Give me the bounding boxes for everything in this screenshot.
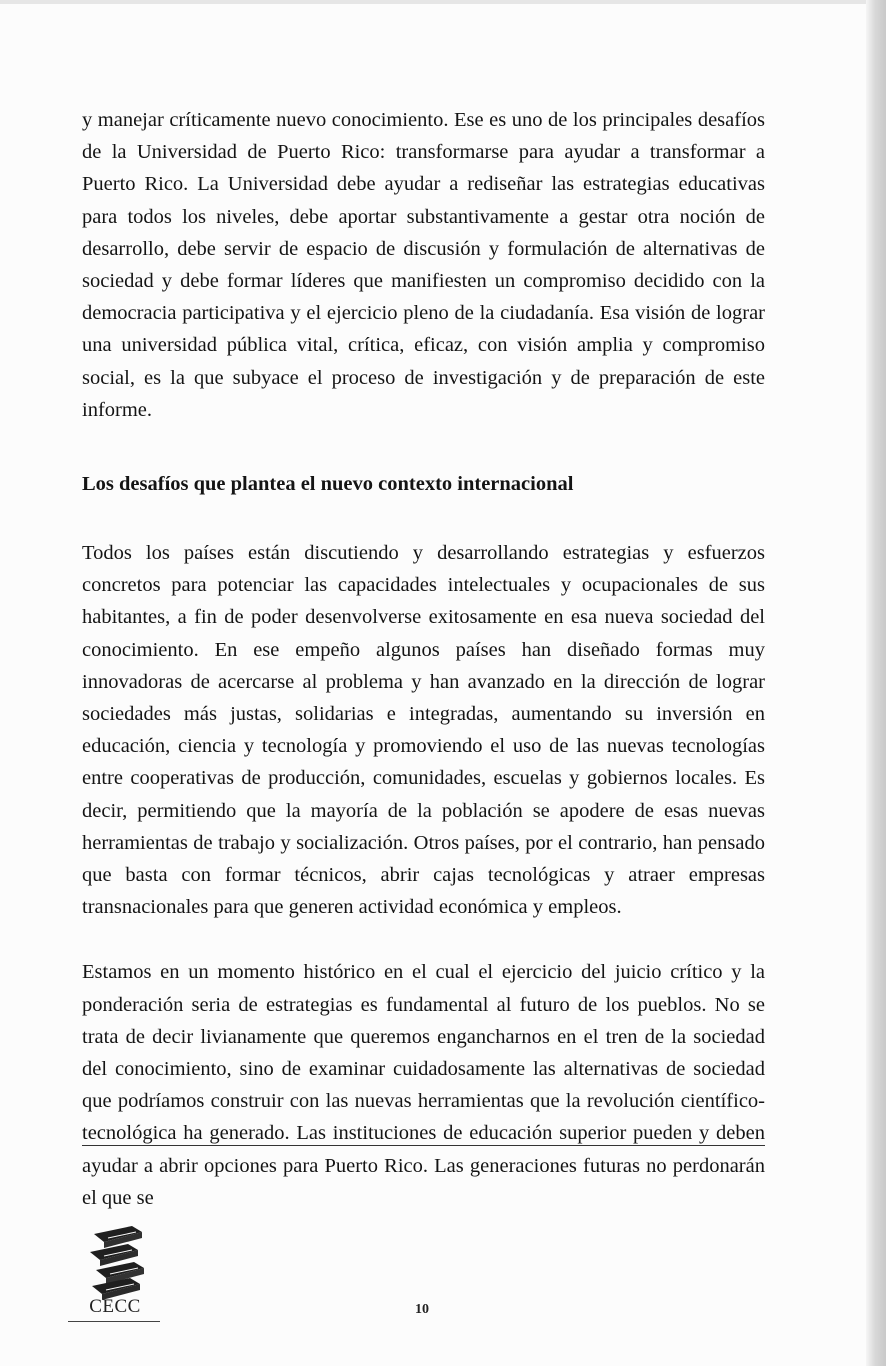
logo-underline: [68, 1321, 160, 1322]
stacked-books-icon-svg: [84, 1226, 154, 1306]
page-top-edge: [0, 0, 886, 4]
paragraph: y manejar críticamente nuevo conocimiento. Ese es uno de los principales desafíos de la Universidad de Puerto Rico: transformarse para ayudar a transformar a Puerto Rico. La Universidad debe ayudar a rediseñar las estrategias educativas para todos los niveles, debe aportar substantivamente a gestar otra noción de desarrollo, debe servir de espacio de discusión y formulación de alternativas de sociedad y debe formar líderes que manifiesten un compromiso decidido con la democracia participativa y el ejercicio pleno de la ciudadanía. Esa visión de lograr una universidad pública vital, crítica, eficaz, con visión amplia y compromiso social, es la que subyace el proceso de investigación y de preparación de este informe.: [82, 109, 765, 421]
paragraph: Todos los países están discutiendo y desarrollando estrategias y esfuerzos concretos para potenciar las capacidades intelectuales y ocupacionales de sus habitantes, a fin de poder desenvolverse exitosamente en esa nueva sociedad del conocimiento. En ese empeño algunos países han diseñado formas muy innovadoras de acercarse al problema y han avanzado en la dirección de lograr sociedades más justas, solidarias e integradas, aumentando su inversión en educación, ciencia y tecnología y promoviendo el uso de las nuevas tecnologías entre cooperativas de producción, comunidades, escuelas y gobiernos locales. Es decir, permitiendo que la mayoría de la población se apodere de esas nuevas herramientas de trabajo y socialización. Otros países, por el contrario, han pensado que basta con formar técnicos, abrir cajas tecnológicas y atraer empresas transnacionales para que generen actividad económica y empleos.: [82, 542, 765, 919]
paragraph: Estamos en un momento histórico en el cual el ejercicio del juicio crítico y la ponderación seria de estrategias es fundamental al futuro de los pueblos. No se trata de decir livianamente que queremos engancharnos en el tren de la sociedad del conocimiento, sino de examinar cuidadosamente las alternativas de sociedad que podríamos construir con las nuevas herramientas que la revolución científico-tecnológica ha generado. Las instituciones de educación superior pueden y deben ayudar a abrir opciones para Puerto Rico. Las generaciones futuras no perdonarán el que se: [82, 961, 765, 1209]
footer-rule: [82, 1145, 765, 1146]
logo-text: CECC: [89, 1296, 141, 1317]
body-text: [82, 104, 765, 1214]
section-heading: Los desafíos que plantea el nuevo contexto internacional: [82, 473, 574, 496]
page-number: 10: [415, 1302, 429, 1317]
page-right-edge: [866, 0, 886, 1366]
